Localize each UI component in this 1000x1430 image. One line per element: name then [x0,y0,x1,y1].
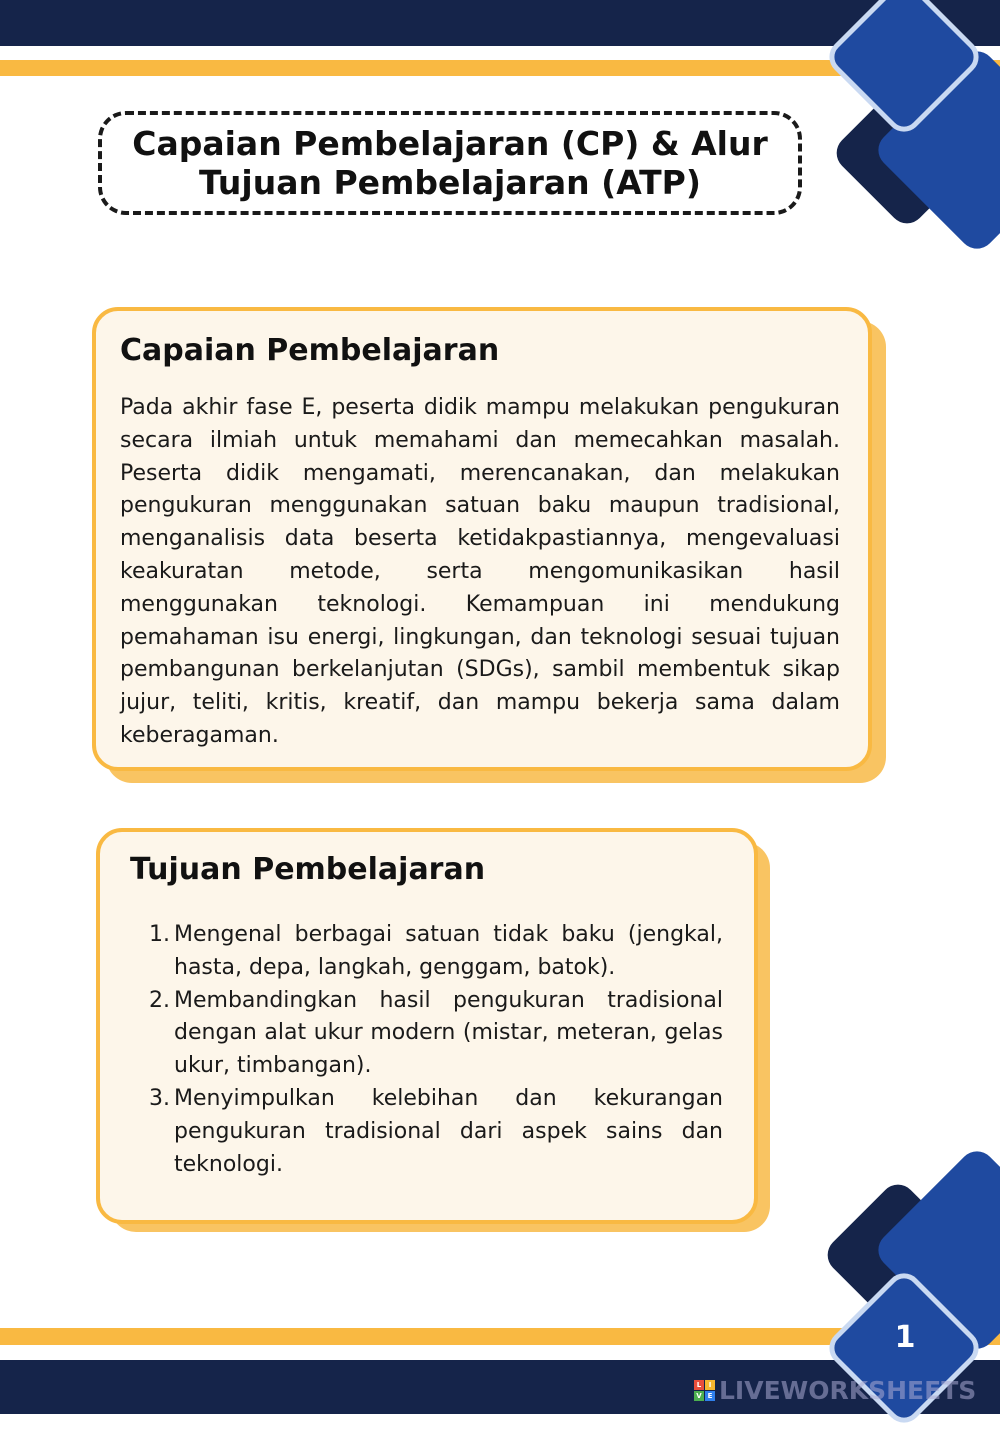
watermark-text: LIVEWORKSHEETS [719,1375,977,1405]
page-number: 1 [894,1320,916,1355]
page-title [132,124,768,202]
page-title-line1: Capaian Pembelajaran (CP) & Alur [132,124,768,163]
tujuan-list [122,919,723,1181]
page-title-line2: Tujuan Pembelajaran (ATP) [199,163,701,202]
list-item [122,985,723,1083]
list-item-number: 1. [149,922,170,947]
tujuan-heading: Tujuan Pembelajaran [130,852,486,887]
tujuan-card [96,828,758,1224]
list-item-number: 2. [149,987,170,1013]
list-item-text: Menyimpulkan kelebihan dan kekurangan pengukuran tradisional dari aspek sains dan teknologi. [174,1085,723,1177]
liveworksheets-watermark [694,1376,976,1404]
list-item [122,1083,723,1181]
list-item-text: Membandingkan hasil pengukuran tradisional dengan alat ukur modern (mistar, meteran, gelas ukur, timbangan). [174,987,723,1079]
capaian-paragraph: Pada akhir fase E, peserta didik mampu melakukan pengukuran secara ilmiah untuk memahami dan memecahkan masalah. Peserta didik mengamati, merencanakan, dan melakukan pengukuran menggunakan satuan baku maupun tradisional, menganalisis data beserta ketidakpastiannya, mengevaluasi keakuratan metode, serta mengomunikasikan hasil menggunakan teknologi. Kemampuan ini mendukung pemahaman isu energi, lingkungan, dan teknologi sesuai tujuan pembangunan berkelanjutan (SDGs), sambil membentuk sikap jujur, teliti, kritis, kreatif, dan mampu bekerja sama dalam keberagaman. [120,395,840,748]
list-item-number: 3. [149,1085,170,1111]
title-frame [98,111,802,215]
list-item [122,919,723,985]
liveworksheets-logo-icon: L I V E [694,1380,715,1401]
capaian-card [92,307,872,771]
capaian-heading: Capaian Pembelajaran [120,333,500,368]
list-item-text: Mengenal berbagai satuan tidak baku (jengkal, hasta, depa, langkah, genggam, batok). [174,922,723,980]
